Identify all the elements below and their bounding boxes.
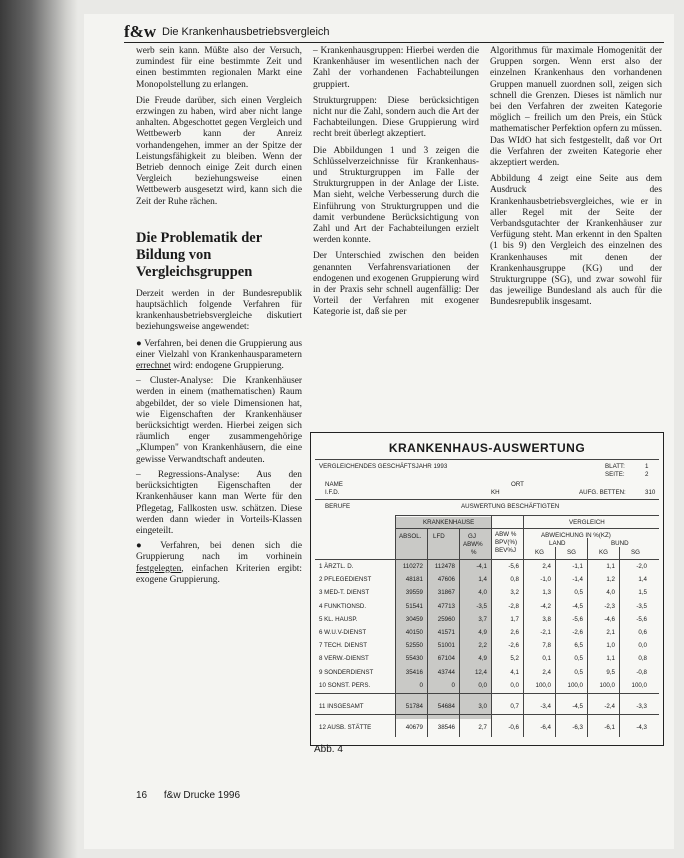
colhead-deviation: ABWEICHUNG IN %(KZ): [541, 532, 611, 539]
table-cell: 51784: [405, 703, 423, 710]
meta-seite-value: 2: [645, 471, 649, 478]
table-cell: 1,4: [638, 576, 647, 584]
text-column-2: [313, 46, 479, 324]
table-cell: 25960: [437, 615, 455, 623]
colhead-gj: GJ: [468, 533, 476, 540]
table-cell: -2,6: [572, 629, 583, 636]
table-cell: 3,0: [478, 703, 487, 710]
table-cell: 0,0: [638, 642, 647, 650]
paragraph: Die Abbildungen 1 und 3 zeigen die Schlüsselverzeichnisse für Krankenhaus- und Strukturgruppen im Falle der Strukturgruppen in der Anlage der Liste. Man sieht, welche Verbesserung durch die Einführung von Strukturgruppen und die damit verbundene Berücksichtigung von Zahl und Art der Fachabteilungen erzielt werden konnte.: [313, 145, 479, 246]
table-cell: 100,0: [567, 681, 583, 689]
table-cell: 40150: [405, 629, 423, 636]
table-cell: 1,7: [510, 615, 519, 623]
table-cell: 4,1: [510, 668, 519, 676]
row-label: 5 KL. HAUSP.: [319, 615, 358, 623]
table-cell: 5,2: [510, 655, 519, 663]
table-cell: 2,2: [478, 642, 487, 650]
table-cell: -3,5: [476, 602, 487, 610]
table-cell: -3,3: [636, 703, 647, 710]
table-cell: -1,0: [540, 576, 551, 584]
meta-auswertung: AUSWERTUNG BESCHÄFTIGTEN: [461, 503, 560, 510]
group-header-kh: KRANKENHAUSE: [423, 519, 475, 526]
table-cell: 4,9: [478, 655, 487, 663]
table-cell: -2,3: [604, 602, 615, 610]
table-cell: 2,4: [542, 563, 551, 570]
table-cell: 31867: [437, 589, 455, 597]
row-label: 2 PFLEGEDIENST: [319, 576, 372, 584]
meta-name: NAME: [325, 481, 343, 488]
colhead-absol: ABSOL.: [399, 533, 422, 540]
table-cell: -3,4: [540, 703, 551, 710]
table-cell: 43744: [437, 668, 455, 676]
footer-magazine: f&w Drucke 1996: [163, 790, 241, 801]
table-cell: 47606: [437, 576, 455, 584]
table-cell: -6,4: [540, 724, 551, 732]
table-cell: 48181: [405, 576, 423, 584]
meta-blatt-value: 1: [645, 463, 649, 470]
table-cell: 40679: [405, 724, 423, 732]
table-cell: -1,4: [572, 576, 583, 584]
table-cell: 3,8: [542, 615, 551, 623]
paragraph: Der Unterschied zwischen den beiden genannten Verfahrensvariationen der endogenen und exogenen Gruppierung wird in der Praxis sehr schnell augenfällig: Der Vorteil der Verfahren mit exogener Kategorie ist, daß sie per: [313, 251, 479, 318]
colhead-kg2: KG: [599, 549, 608, 556]
row-label: 8 VERW.-DIENST: [319, 655, 369, 663]
paragraph: Strukturgruppen: Diese berücksichtigen nicht nur die Zahl, sondern auch die Art der Fachabteilungen. Diese Gruppierung wird recht breit überlegt akzeptiert.: [313, 95, 479, 140]
figure-printout: [310, 432, 664, 746]
meta-seite: SEITE:: [605, 471, 625, 478]
table-cell: 39559: [405, 589, 423, 597]
book-spine-shadow: [0, 0, 78, 858]
paragraph: Derzeit werden in der Bundesrepublik hauptsächlich folgende Verfahren für krankenhausbetriebsvergleiche diskutiert beziehungsweise angewendet:: [136, 288, 302, 333]
meta-berufe: BERUFE: [325, 503, 351, 510]
paragraph: – Krankenhausgruppen: Hierbei werden die Krankenhäuser im wesentlichen nach der Zahl der vorhandenen Fachabteilungen gruppiert.: [313, 46, 479, 90]
table-cell: 0,8: [510, 576, 519, 584]
table-cell: 67104: [437, 655, 455, 663]
paragraph: Algorithmus für maximale Homogenität der Gruppen sorgen. Wenn erst also der einzelnen Krankenhaus den vorhandenen Gruppen manuell zuordnen soll, zeigen sich schnell die Grenzen. Dieses ist nämlich nur bei den Verfahren der zweiten Kategorie möglich – freilich um den Preis, ein Stück mathematischer Perfektion opfern zu müssen. Das WIdO hat sich festgestellt, daß vor Ort die Verfahren der zweiten Kategorie eher akzeptiert werden.: [490, 46, 662, 169]
meta-ort: ORT: [511, 481, 524, 488]
table-cell: 0,0: [478, 681, 487, 689]
colhead-pct: %: [471, 549, 477, 556]
table-cell: 4,9: [478, 629, 487, 636]
table-cell: -5,6: [508, 563, 519, 570]
table-cell: 0,8: [638, 655, 647, 663]
table-cell: 100,0: [631, 681, 647, 689]
table-cell: -5,6: [572, 615, 583, 623]
table-cell: 1,4: [478, 576, 487, 584]
table-cell: -5,6: [636, 615, 647, 623]
row-label: 1 ÄRZTL. D.: [319, 563, 354, 570]
colhead-sg1: SG: [567, 549, 576, 556]
table-cell: 9,5: [606, 668, 615, 676]
table-cell: -2,0: [636, 563, 647, 570]
table-cell: 110272: [402, 563, 423, 570]
table-cell: -0,6: [508, 724, 519, 732]
meta-kh: KH: [491, 489, 500, 496]
table-cell: -2,4: [604, 703, 615, 710]
table-cell: 100,0: [599, 681, 615, 689]
table-cell: 0,7: [510, 703, 519, 710]
paragraph: werb sein kann. Müßte also der Versuch, zumindest für eine bestimmte Zeit und einen bestimmten regionalen Markt eine Monopolstellung zu erlangen.: [136, 46, 302, 90]
meta-ifd: I.F.D.: [325, 489, 340, 496]
table-cell: 1,5: [638, 589, 647, 597]
table-cell: -4,5: [572, 703, 583, 710]
table-cell: -4,1: [476, 563, 487, 570]
paragraph: Abbildung 4 zeigt eine Seite aus dem Ausdruck des Krankenhausbetriebsvergleiches, wie er in aller Regel mit der Seite der Verbandsgutachter der Krankenhäuser zur Verfügung steht. Man erkennt in den Spalten (1 bis 9) den Vergleich des einzelnen des Krankenhauses mit denen der Krankenhausgruppe (KG) und der Strukturgruppe (SG), und zwar sowohl für das jeweilige Bundesland als auch für die Bundesrepublik insgesamt.: [490, 174, 662, 308]
colhead-bpv: BPV(%): [495, 539, 518, 546]
table-cell: 51001: [437, 642, 455, 650]
table-cell: -2,6: [508, 642, 519, 650]
running-title: Die Krankenhausbetriebsvergleich: [162, 26, 330, 38]
page-number: 16: [136, 790, 148, 801]
table-cell: -0,8: [636, 668, 647, 676]
table-cell: 6,5: [574, 642, 583, 650]
table-cell: 0,5: [574, 589, 583, 597]
table-cell: 4,0: [606, 589, 615, 597]
table-cell: 2,6: [510, 629, 519, 636]
table-cell: 47713: [437, 602, 455, 610]
table-cell: -4,3: [636, 724, 647, 732]
text-column-3: [490, 46, 662, 314]
row-label: 7 TECH. DIENST: [319, 642, 368, 650]
bullet-item: ● Verfahren, bei denen sich die Gruppierung nach im vorhinein festgelegten, einfachen Kriterien ergibt: exogene Gruppierung.: [136, 541, 302, 585]
group-header-vergleich: VERGLEICH: [569, 519, 605, 526]
table-cell: 0: [419, 681, 423, 689]
table-cell: 35416: [405, 668, 423, 676]
table-cell: 1,0: [606, 642, 615, 650]
table-cell: -2,1: [540, 629, 551, 636]
table-cell: -6,1: [604, 724, 615, 732]
table-cell: 2,7: [478, 724, 487, 732]
dash-item: – Regressions-Analyse: Aus den berücksichtigten Eigenschaften der Krankenhäuser kann man Werte für den Pflegetag, Fallkosten usw. schätzen. Diese werden dann wieder in Vorteils-Klassen eingeteilt.: [136, 469, 302, 536]
row-label: 4 FUNKTIONSD.: [319, 602, 367, 610]
table-cell: -2,8: [508, 602, 519, 610]
row-label: 10 SONST. PERS.: [319, 681, 371, 689]
text-column-1: [136, 46, 302, 590]
row-label: 9 SONDERDIENST: [319, 668, 374, 676]
bullet-item: ● Verfahren, bei denen die Gruppierung aus einer Vielzahl von Krankenhausparametern errechnet wird: endogene Gruppierung.: [136, 338, 302, 372]
table-cell: 1,3: [542, 589, 551, 597]
meta-aufgabe-value: 310: [645, 489, 656, 496]
table-cell: -6,3: [572, 724, 583, 732]
table-cell: 3,7: [478, 615, 487, 623]
colhead-land: LAND: [549, 540, 566, 547]
table-cell: 1,2: [606, 576, 615, 584]
table-cell: 0: [451, 681, 455, 689]
table-cell: 41571: [437, 629, 455, 636]
table-cell: 0,5: [574, 655, 583, 663]
magazine-logo: f&w: [124, 22, 157, 41]
row-label: 11 INSGESAMT: [319, 703, 364, 710]
table-cell: 100,0: [535, 681, 551, 689]
figure-title: KRANKENHAUS-AUSWERTUNG: [388, 441, 586, 455]
table-cell: 7,8: [542, 642, 551, 650]
paragraph: Die Freude darüber, sich einen Vergleich erzwingen zu haben, wird aber nicht lange anhalten. Abgeschottet gegen Vergleich und Wettbewerb kann der Anreiz vorhandengehen, immer an der Spitze der Leistungsfähigkeit zu bleiben. Wenn der Betrieb dennoch einige Zeit durch einen Vergleich beziehungsweise einen Wettbewerb ausgesetzt wird, kann sich die Zeit der Ruhe rächen.: [136, 95, 302, 207]
colhead-abw: ABW%: [463, 541, 483, 548]
colhead-kg1: KG: [535, 549, 544, 556]
colhead-sg2: SG: [631, 549, 640, 556]
meta-blatt: BLATT:: [605, 463, 625, 470]
table-cell: 0,6: [638, 629, 647, 636]
row-label: 12 AUSB. STÄTTE: [319, 724, 372, 732]
table-cell: -4,6: [604, 615, 615, 623]
running-header: [124, 22, 664, 43]
table-cell: -3,5: [636, 602, 647, 610]
table-cell: 1,1: [606, 655, 615, 663]
table-cell: 1,1: [606, 563, 615, 570]
table-cell: -4,2: [540, 602, 551, 610]
table-cell: 4,0: [478, 589, 487, 597]
meta-year: VERGLEICHENDES GESCHÄFTSJAHR 1993: [319, 463, 448, 470]
table-cell: 38546: [437, 724, 455, 732]
table-cell: -4,5: [572, 602, 583, 610]
table-cell: 52550: [405, 642, 423, 650]
figure-caption: Abb. 4: [314, 744, 343, 755]
table-cell: 55430: [405, 655, 423, 663]
table-cell: 2,4: [542, 668, 551, 676]
table-cell: -1,1: [572, 563, 583, 570]
colhead-lfd: LFD: [433, 533, 445, 540]
table-cell: 54684: [437, 703, 455, 710]
table-cell: 112478: [434, 563, 455, 570]
colhead-bev: BEV%J: [495, 547, 516, 554]
table-cell: 2,1: [606, 629, 615, 636]
table-cell: 12,4: [474, 668, 487, 676]
table-cell: 3,2: [510, 589, 519, 597]
colhead-bund: BUND: [611, 540, 629, 547]
dash-item: – Cluster-Analyse: Die Krankenhäuser werden in einem (mathematischen) Raum abgebildet, der so viele Dimensionen hat, wie Eigenschaften der Krankenhäuser berücksichtigt werden. Hierbei zeigen sich räumlich enger zusammengehörige „Klumpen" von Krankenhäusern, die eine gewisse Verwandtschaft andeuten.: [136, 376, 302, 465]
table-cell: 0,0: [510, 681, 519, 689]
meta-aufgabe: AUFG. BETTEN:: [579, 489, 626, 496]
table-cell: 0,5: [574, 668, 583, 676]
section-heading: Die Problematik der Bildung von Vergleichsgruppen: [136, 229, 262, 280]
row-label: 3 MED-T. DIENST: [319, 589, 370, 597]
colhead-abw2: ABW %: [495, 531, 517, 538]
page-footer: [136, 790, 240, 801]
table-cell: 51541: [405, 602, 423, 610]
row-label: 6 W.U.V-DIENST: [319, 629, 367, 636]
table-cell: 30459: [405, 615, 423, 623]
table-cell: 0,1: [542, 655, 551, 663]
